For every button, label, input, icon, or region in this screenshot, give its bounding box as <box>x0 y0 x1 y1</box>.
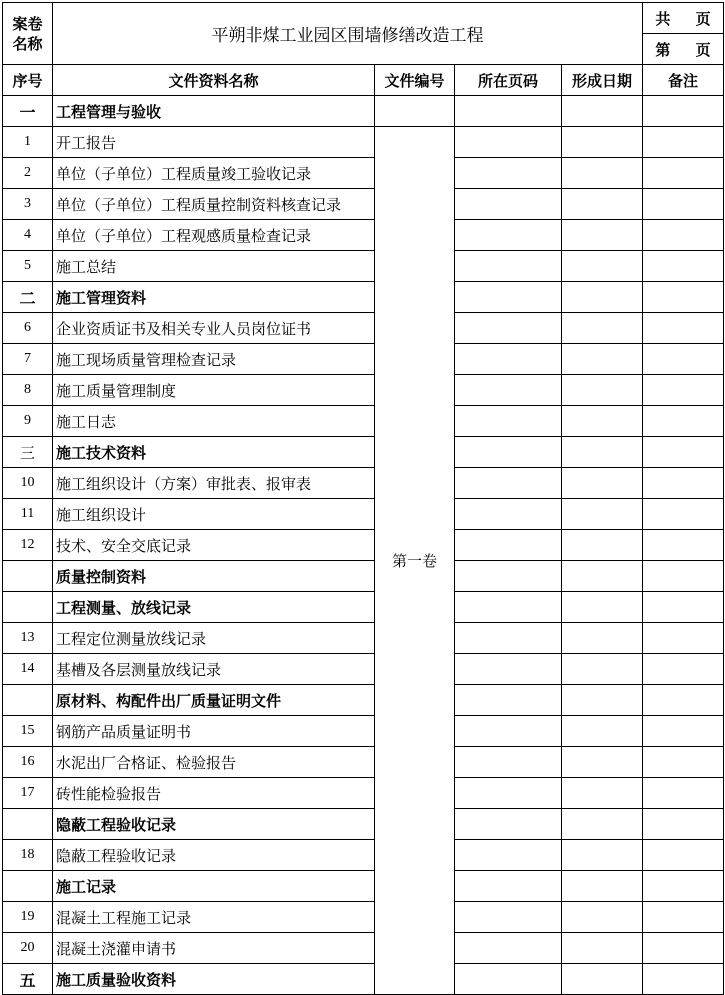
remark-cell <box>643 840 724 871</box>
remark-cell <box>643 468 724 499</box>
volume-label: 第一卷 <box>375 127 455 995</box>
doc-name-cell: 企业资质证书及相关专业人员岗位证书 <box>53 313 375 344</box>
remark-cell <box>643 530 724 561</box>
page-cell <box>455 499 562 530</box>
table-row <box>3 313 724 344</box>
table-row <box>3 251 724 282</box>
date-cell <box>562 809 643 840</box>
page-cell <box>455 96 562 127</box>
table-row <box>3 282 724 313</box>
date-cell <box>562 344 643 375</box>
date-cell <box>562 406 643 437</box>
date-cell <box>562 189 643 220</box>
page-cell <box>455 251 562 282</box>
table-row <box>3 623 724 654</box>
seq-cell: 9 <box>3 406 53 437</box>
page-cell <box>455 871 562 902</box>
doc-name-cell: 施工组织设计（方案）审批表、报审表 <box>53 468 375 499</box>
page-cell <box>455 344 562 375</box>
doc-no-cell <box>375 96 455 127</box>
page-cell <box>455 530 562 561</box>
table-row <box>3 871 724 902</box>
doc-name-cell: 原材料、构配件出厂质量证明文件 <box>53 685 375 716</box>
seq-cell: 一 <box>3 96 53 127</box>
table-row <box>3 220 724 251</box>
date-cell <box>562 778 643 809</box>
table-row <box>3 933 724 964</box>
remark-cell <box>643 499 724 530</box>
table-row <box>3 344 724 375</box>
remark-cell <box>643 592 724 623</box>
project-title: 平朔非煤工业园区围墙修缮改造工程 <box>53 3 643 65</box>
column-header-doc-name: 文件资料名称 <box>53 65 375 96</box>
total-pages-label: 共 页 <box>643 3 724 34</box>
date-cell <box>562 437 643 468</box>
doc-name-cell: 工程定位测量放线记录 <box>53 623 375 654</box>
date-cell <box>562 561 643 592</box>
table-row <box>3 158 724 189</box>
date-cell <box>562 902 643 933</box>
date-cell <box>562 716 643 747</box>
remark-cell <box>643 933 724 964</box>
seq-cell: 18 <box>3 840 53 871</box>
page-cell <box>455 468 562 499</box>
table-row <box>3 468 724 499</box>
doc-name-cell: 工程管理与验收 <box>53 96 375 127</box>
table-row <box>3 530 724 561</box>
seq-cell: 11 <box>3 499 53 530</box>
page-cell <box>455 189 562 220</box>
page-cell <box>455 747 562 778</box>
doc-name-cell: 施工质量验收资料 <box>53 964 375 995</box>
remark-cell <box>643 189 724 220</box>
table-row <box>3 964 724 995</box>
seq-cell: 5 <box>3 251 53 282</box>
seq-cell: 二 <box>3 282 53 313</box>
doc-name-cell: 砖性能检验报告 <box>53 778 375 809</box>
date-cell <box>562 468 643 499</box>
page-cell <box>455 778 562 809</box>
table-row <box>3 809 724 840</box>
table-row <box>3 902 724 933</box>
doc-name-cell: 施工管理资料 <box>53 282 375 313</box>
page-cell <box>455 840 562 871</box>
remark-cell <box>643 406 724 437</box>
table-row <box>3 127 724 158</box>
date-cell <box>562 220 643 251</box>
page-cell <box>455 716 562 747</box>
remark-cell <box>643 561 724 592</box>
date-cell <box>562 592 643 623</box>
date-cell <box>562 313 643 344</box>
doc-name-cell: 工程测量、放线记录 <box>53 592 375 623</box>
page-cell <box>455 654 562 685</box>
remark-cell <box>643 964 724 995</box>
seq-cell: 1 <box>3 127 53 158</box>
doc-name-cell: 施工记录 <box>53 871 375 902</box>
remark-cell <box>643 127 724 158</box>
remark-cell <box>643 623 724 654</box>
seq-cell: 16 <box>3 747 53 778</box>
case-name-label-line: 名称 <box>12 34 43 53</box>
date-cell <box>562 282 643 313</box>
doc-name-cell: 单位（子单位）工程质量竣工验收记录 <box>53 158 375 189</box>
table-row <box>3 189 724 220</box>
page-cell <box>455 437 562 468</box>
doc-name-cell: 隐蔽工程验收记录 <box>53 840 375 871</box>
seq-cell: 五 <box>3 964 53 995</box>
page-cell <box>455 375 562 406</box>
column-header-remark: 备注 <box>643 65 724 96</box>
doc-name-cell: 施工现场质量管理检查记录 <box>53 344 375 375</box>
remark-cell <box>643 747 724 778</box>
column-header-doc-no: 文件编号 <box>375 65 455 96</box>
page-cell <box>455 933 562 964</box>
page-cell <box>455 313 562 344</box>
table-row <box>3 375 724 406</box>
seq-cell <box>3 592 53 623</box>
page-cell <box>455 158 562 189</box>
remark-cell <box>643 220 724 251</box>
page-cell <box>455 685 562 716</box>
document-index-table <box>2 2 724 995</box>
remark-cell <box>643 158 724 189</box>
table-row <box>3 592 724 623</box>
date-cell <box>562 933 643 964</box>
seq-cell: 2 <box>3 158 53 189</box>
page-cell <box>455 220 562 251</box>
seq-cell: 10 <box>3 468 53 499</box>
seq-cell: 7 <box>3 344 53 375</box>
remark-cell <box>643 375 724 406</box>
doc-name-cell: 水泥出厂合格证、检验报告 <box>53 747 375 778</box>
remark-cell <box>643 809 724 840</box>
table-row <box>3 840 724 871</box>
date-cell <box>562 654 643 685</box>
remark-cell <box>643 902 724 933</box>
table-row <box>3 747 724 778</box>
page-cell <box>455 282 562 313</box>
date-cell <box>562 375 643 406</box>
seq-cell: 4 <box>3 220 53 251</box>
remark-cell <box>643 778 724 809</box>
column-header-seq: 序号 <box>3 65 53 96</box>
date-cell <box>562 158 643 189</box>
doc-name-cell: 施工日志 <box>53 406 375 437</box>
page-cell <box>455 902 562 933</box>
seq-cell <box>3 809 53 840</box>
column-header-date: 形成日期 <box>562 65 643 96</box>
page-cell <box>455 561 562 592</box>
page-cell <box>455 592 562 623</box>
table-row <box>3 437 724 468</box>
table-row <box>3 778 724 809</box>
remark-cell <box>643 716 724 747</box>
seq-cell: 15 <box>3 716 53 747</box>
remark-cell <box>643 282 724 313</box>
remark-cell <box>643 871 724 902</box>
doc-name-cell: 施工质量管理制度 <box>53 375 375 406</box>
doc-name-cell: 隐蔽工程验收记录 <box>53 809 375 840</box>
seq-cell: 6 <box>3 313 53 344</box>
case-name-label-line: 案卷 <box>12 14 43 33</box>
date-cell <box>562 251 643 282</box>
page-cell <box>455 127 562 158</box>
doc-name-cell: 施工总结 <box>53 251 375 282</box>
doc-name-cell: 基槽及各层测量放线记录 <box>53 654 375 685</box>
table-row <box>3 96 724 127</box>
column-header-page: 所在页码 <box>455 65 562 96</box>
doc-name-cell: 混凝土浇灌申请书 <box>53 933 375 964</box>
date-cell <box>562 499 643 530</box>
table-row <box>3 654 724 685</box>
seq-cell: 8 <box>3 375 53 406</box>
date-cell <box>562 964 643 995</box>
seq-cell <box>3 685 53 716</box>
date-cell <box>562 685 643 716</box>
remark-cell <box>643 685 724 716</box>
seq-cell <box>3 561 53 592</box>
seq-cell: 14 <box>3 654 53 685</box>
date-cell <box>562 871 643 902</box>
table-row <box>3 561 724 592</box>
doc-name-cell: 单位（子单位）工程观感质量检查记录 <box>53 220 375 251</box>
page-number-label: 第 页 <box>643 34 724 65</box>
doc-name-cell: 开工报告 <box>53 127 375 158</box>
seq-cell: 19 <box>3 902 53 933</box>
date-cell <box>562 747 643 778</box>
seq-cell: 17 <box>3 778 53 809</box>
date-cell <box>562 96 643 127</box>
case-name-label <box>3 3 53 65</box>
doc-name-cell: 施工技术资料 <box>53 437 375 468</box>
doc-name-cell: 施工组织设计 <box>53 499 375 530</box>
seq-cell: 三 <box>3 437 53 468</box>
date-cell <box>562 127 643 158</box>
remark-cell <box>643 313 724 344</box>
seq-cell: 3 <box>3 189 53 220</box>
doc-name-cell: 单位（子单位）工程质量控制资料核查记录 <box>53 189 375 220</box>
doc-name-cell: 混凝土工程施工记录 <box>53 902 375 933</box>
table-row <box>3 406 724 437</box>
seq-cell <box>3 871 53 902</box>
doc-name-cell: 技术、安全交底记录 <box>53 530 375 561</box>
table-row <box>3 499 724 530</box>
date-cell <box>562 623 643 654</box>
remark-cell <box>643 96 724 127</box>
remark-cell <box>643 251 724 282</box>
doc-name-cell: 质量控制资料 <box>53 561 375 592</box>
remark-cell <box>643 437 724 468</box>
page-cell <box>455 406 562 437</box>
doc-name-cell: 钢筋产品质量证明书 <box>53 716 375 747</box>
seq-cell: 13 <box>3 623 53 654</box>
seq-cell: 20 <box>3 933 53 964</box>
date-cell <box>562 840 643 871</box>
date-cell <box>562 530 643 561</box>
remark-cell <box>643 344 724 375</box>
table-row <box>3 685 724 716</box>
page-cell <box>455 623 562 654</box>
remark-cell <box>643 654 724 685</box>
seq-cell: 12 <box>3 530 53 561</box>
page-cell <box>455 809 562 840</box>
page-cell <box>455 964 562 995</box>
table-row <box>3 716 724 747</box>
